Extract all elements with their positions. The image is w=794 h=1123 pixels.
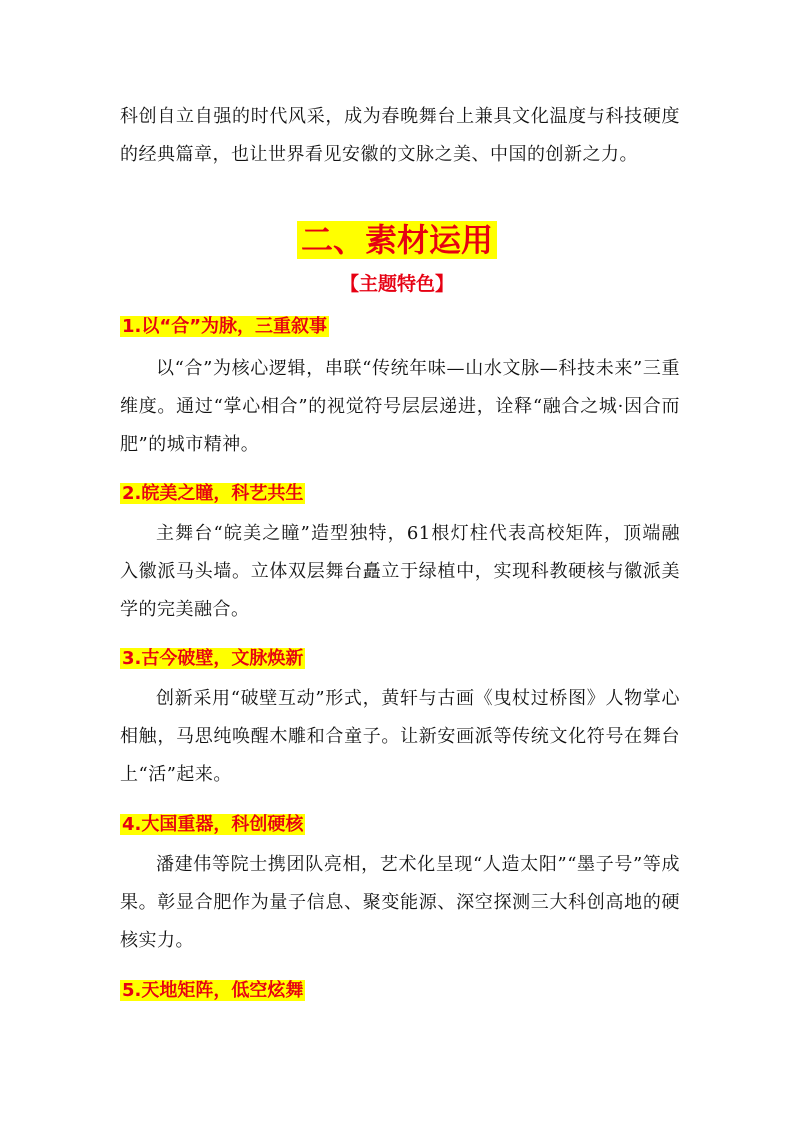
item-heading-4-text: 4.大国重器，科创硬核 bbox=[122, 814, 304, 835]
subtitle: 【主题特色】 bbox=[339, 273, 454, 295]
item-heading-1 bbox=[120, 314, 329, 340]
item-heading-1-text: 1.以“合”为脉，三重叙事 bbox=[122, 316, 328, 337]
item-body-2: 主舞台“皖美之瞳”造型独特，61根灯柱代表高校矩阵，顶端融入徽派马头墙。立体双层舞台矗立于绿植中，实现科教硬核与徽派美学的完美融合。 bbox=[120, 523, 680, 620]
item-heading-5-text: 5.天地矩阵，低空炫舞 bbox=[122, 980, 304, 1001]
item-heading-3-text: 3.古今破壁，文脉焕新 bbox=[122, 648, 304, 669]
item-heading-5 bbox=[120, 978, 305, 1004]
section-title bbox=[0, 218, 794, 262]
item-heading-4 bbox=[120, 812, 305, 838]
item-heading-2-text: 2.皖美之瞳，科艺共生 bbox=[122, 483, 304, 504]
item-body-3: 创新采用“破壁互动”形式，黄轩与古画《曳杖过桥图》人物掌心相触，马思纯唤醒木雕和合童子。让新安画派等传统文化符号在舞台上“活”起来。 bbox=[120, 688, 680, 785]
item-body-4: 潘建伟等院士携团队亮相，艺术化呈现“人造太阳”“墨子号”等成果。彰显合肥作为量子信息、聚变能源、深空探测三大科创高地的硬核实力。 bbox=[120, 854, 680, 951]
item-body-1: 以“合”为核心逻辑，串联“传统年味—山水文脉—科技未来”三重维度。通过“掌心相合”的视觉符号层层递进，诠释“融合之城·因合而肥”的城市精神。 bbox=[120, 358, 680, 455]
item-heading-3 bbox=[120, 646, 305, 672]
intro-paragraph: 科创自立自强的时代风采，成为春晚舞台上兼具文化温度与科技硬度的经典篇章，也让世界看见安徽的文脉之美、中国的创新之力。 bbox=[120, 106, 680, 165]
section-title-text: 二、素材运用 bbox=[297, 221, 497, 259]
item-heading-2 bbox=[120, 481, 305, 507]
